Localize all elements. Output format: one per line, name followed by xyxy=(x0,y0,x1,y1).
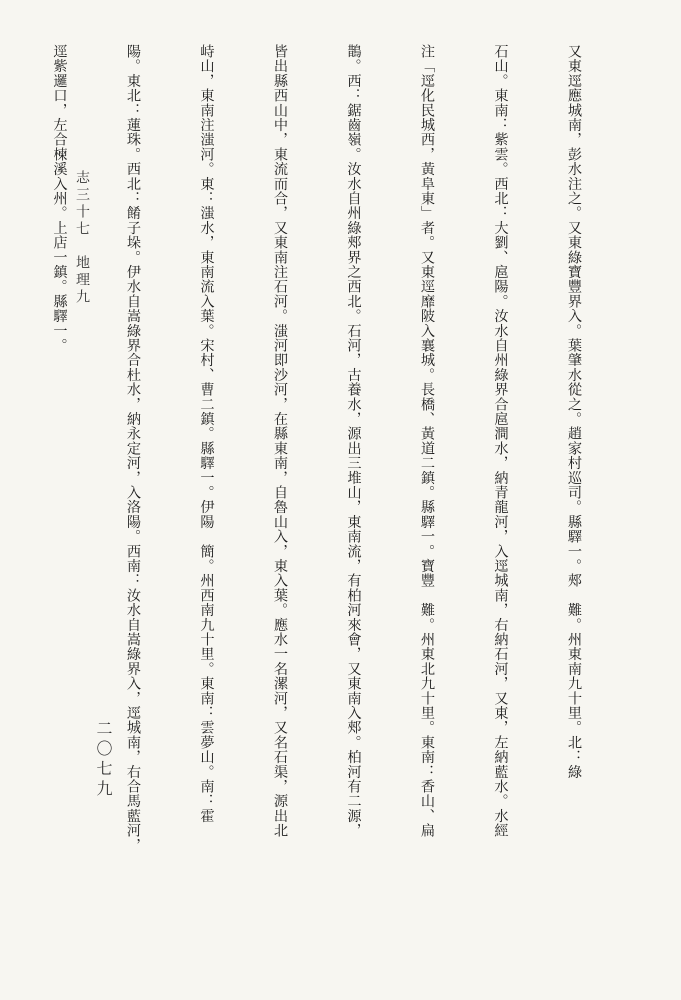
volume-label: 志三十七 地理九 xyxy=(74,170,90,306)
text-column: 又東逕應城南，彭水注之。又東綠寶豐界入。葉肇水從之。趙家村巡司。縣驛一。郟 難。州東南九十里。北：綠 xyxy=(566,44,582,779)
text-column: 石山。東南：紫雲。西北：大劉、扈陽。汝水自州綠界合扈澗水，納青龍河，入逕城南，右納石河，又東，左納藍水。水經 xyxy=(492,44,509,838)
text-column: 峙山，東南注滍河。東：滍水，東南流入葉。宋村、曹二鎮。縣驛一。伊陽 簡。州西南九十里。東南：雲夢山。南：霍 xyxy=(198,44,215,824)
text-column: 皆出縣西山中，東流而合，又東南注石河。滍河即沙河，在縣東南，自魯山入，東入葉。應水一名漯河，又名石渠，源出北 xyxy=(272,44,288,838)
text-column: 逕紫邏口，左合楝溪入州。上店一鎮。縣驛一。 xyxy=(51,44,68,353)
text-column: 陽。東北：蓮珠。西北：餚子垛。伊水自嵩綠界合杜水，納永定河，入洛陽。西南：汝水自嵩綠界入，逕城南，右合馬藍河， xyxy=(125,44,141,853)
page-number: 二〇七九 xyxy=(94,720,113,800)
text-column: 注「逕化民城西，黃阜東」者。又東逕靡陂入襄城。長橋、黃道二鎮。縣驛一。寶豐 難。州東北九十里。東南：香山、扁 xyxy=(419,44,435,838)
text-column: 鵲。西：鋸齒嶺。汝水自州綠郟界之西北。石河，古養水，源出三堆山，東南流，有柏河來會，又東南入郟。柏河有二源， xyxy=(345,44,362,838)
